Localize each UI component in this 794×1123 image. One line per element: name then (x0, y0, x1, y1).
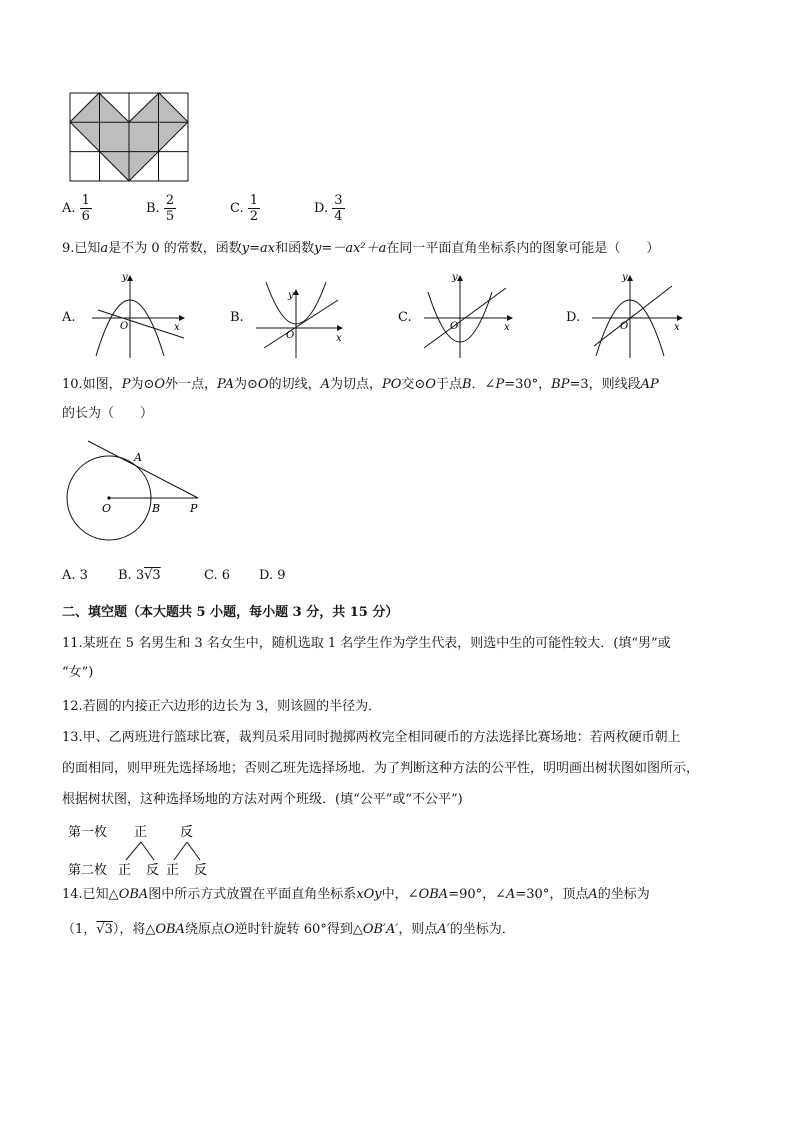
svg-text:O: O (450, 321, 459, 332)
q10-stem-line1: 10.如图，P为⊙O外一点，PA为⊙O的切线，A为切点，PO交⊙O于点B．∠P=30°，BP=3，则线段AP (62, 377, 659, 392)
q12-text: 12.若圆的内接正六边形的边长为 3，则该圆的半径为． (62, 699, 382, 714)
q9-option-c-label[interactable]: C. (398, 310, 412, 325)
fraction: $\frac{1}{2}$ (249, 193, 259, 224)
svg-text:第二枚: 第二枚 (68, 863, 108, 878)
q13-line1: 13.甲、乙两班进行篮球比赛，裁判员采用同时抛掷两枚完全相同硬币的方法选择比赛场地：若两枚硬币朝上 (62, 730, 681, 745)
q9-option-b-label[interactable]: B. (230, 310, 244, 325)
heart-grid-figure (68, 92, 194, 184)
q14-line2: （1，√3），将△OBA绕原点O逆时针旋转 60°得到△OB′A′，则点A′的坐标为． (62, 922, 515, 937)
svg-text:y: y (622, 272, 628, 283)
svg-text:x: x (504, 322, 510, 333)
line (98, 310, 184, 338)
branch-line (141, 842, 154, 860)
q9-stem: 9.已知a是不为 0 的常数，函数y=ax和函数y=－ax²＋a在同一平面直角坐标系内的图象可能是（ ） (62, 241, 660, 256)
q9-graph-c (420, 270, 520, 362)
line (594, 286, 672, 346)
q8-option-b[interactable]: B. $\frac{2}{5}$ (146, 193, 175, 224)
q11-line2: “女”) (62, 665, 94, 680)
q10-circle-figure (64, 436, 214, 556)
svg-text:y: y (452, 272, 458, 283)
svg-text:y: y (122, 272, 128, 283)
q13-tree-diagram (64, 820, 224, 880)
svg-text:第一枚: 第一枚 (68, 825, 108, 840)
q10-stem-line2: 的长为（ ） (62, 406, 154, 421)
q9-graph-a (88, 270, 198, 362)
svg-text:O: O (120, 321, 129, 332)
svg-text:P: P (190, 502, 198, 515)
branch-line (126, 842, 141, 860)
svg-text:反: 反 (194, 863, 208, 878)
q14-line1: 14.已知△OBA图中所示方式放置在平面直角坐标系xOy中，∠OBA=90°，∠A=30°，顶点A的坐标为 (62, 887, 650, 902)
q10-option-b[interactable]: B. 3√3 (118, 568, 161, 583)
q8-option-a[interactable]: A. $\frac{1}{6}$ (62, 193, 90, 224)
svg-text:正: 正 (118, 863, 132, 878)
svg-text:A: A (134, 451, 142, 464)
svg-text:x: x (674, 322, 680, 333)
q13-line2: 的面相同，则甲班先选择场地；否则乙班先选择场地．为了判断这种方法的公平性，明明画出树状图如图所示， (62, 761, 700, 776)
tangent-pa (88, 441, 198, 498)
branch-line (187, 842, 200, 860)
q11-line1: 11.某班在 5 名男生和 3 名女生中，随机选取 1 名学生作为学生代表，则选中生的可能性较大．(填“男”或 (62, 636, 671, 651)
q9-option-a-label[interactable]: A. (62, 310, 76, 325)
q9-option-d-label[interactable]: D. (566, 310, 581, 325)
q10-option-d[interactable]: D. 9 (259, 568, 286, 583)
line (264, 300, 338, 348)
q9-graph-d (590, 270, 690, 362)
svg-text:x: x (174, 322, 180, 333)
svg-text:反: 反 (146, 863, 160, 878)
svg-text:B: B (152, 502, 161, 515)
svg-text:正: 正 (134, 825, 148, 840)
svg-text:O: O (102, 502, 112, 515)
q8-option-d[interactable]: D. $\frac{3}{4}$ (314, 193, 343, 224)
svg-text:y: y (288, 290, 294, 301)
svg-text:O: O (286, 330, 295, 341)
q10-option-c[interactable]: C. 6 (204, 568, 231, 583)
svg-text:O: O (620, 321, 629, 332)
svg-text:正: 正 (166, 863, 180, 878)
q9-graph-b (254, 270, 354, 362)
svg-text:x: x (336, 333, 342, 344)
q8-option-c[interactable]: C. $\frac{1}{2}$ (230, 193, 259, 224)
branch-line (174, 842, 187, 860)
q13-line3: 根据树状图，这种选择场地的方法对两个班级．(填“公平”或“不公平”) (62, 792, 463, 807)
center-point (107, 496, 110, 499)
svg-text:反: 反 (180, 825, 194, 840)
fraction: $\frac{2}{5}$ (165, 193, 175, 224)
q10-option-a[interactable]: A. 3 (62, 568, 88, 583)
fraction: $\frac{1}{6}$ (81, 193, 90, 224)
fraction: $\frac{3}{4}$ (334, 193, 343, 224)
section-title: 二、填空题（本大题共 5 小题，每小题 3 分，共 15 分） (62, 605, 399, 620)
